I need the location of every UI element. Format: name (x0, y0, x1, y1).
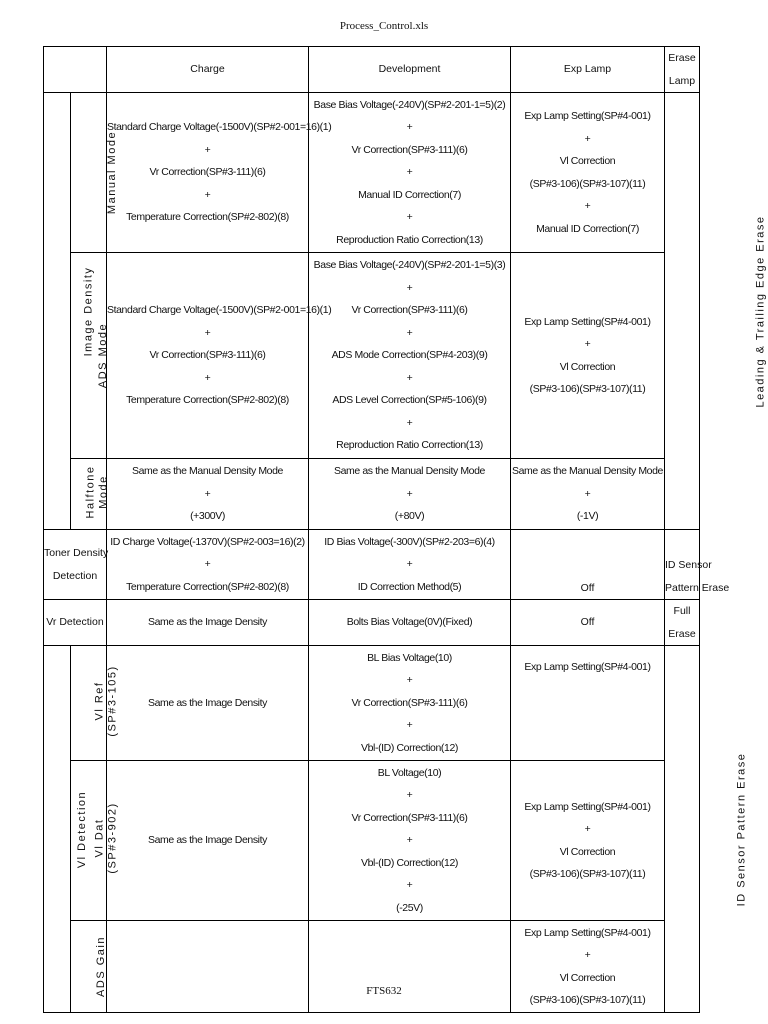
cell-line: Temperature Correction(SP#2-802)(8) (126, 394, 289, 407)
cell-line: Temperature Correction(SP#2-802)(8) (126, 211, 289, 224)
plus-sign: + (204, 487, 211, 500)
plus-sign: + (406, 834, 413, 847)
vr-erase-cell: Full Erase (665, 600, 700, 646)
ads-mode-row (44, 253, 700, 459)
toner-exp-cell: Off (511, 530, 665, 600)
cell-line: ADS Level Correction(SP#5-106)(9) (332, 394, 487, 407)
ads-gain-exp-cell (511, 921, 665, 1013)
vl-ref-development-cell (309, 646, 511, 761)
cell-line: (SP#3-106)(SP#3-107)(11) (529, 177, 646, 190)
vl-dat-development-cell (309, 761, 511, 921)
cell-line: Base Bias Voltage(-240V)(SP#2-201-1=5)(2) (313, 98, 506, 111)
manual-mode-label: Manual Mode (71, 93, 107, 253)
plus-sign: + (406, 121, 413, 134)
cell-line: Same as the Manual Density Mode (131, 465, 284, 478)
plus-sign: + (406, 211, 413, 224)
plus-sign: + (584, 338, 591, 350)
plus-sign: + (584, 949, 591, 961)
plus-sign: + (406, 166, 413, 179)
toner-density-row (44, 530, 700, 600)
plus-sign: + (406, 674, 413, 687)
toner-development-cell (309, 530, 511, 600)
halftone-mode-row (44, 459, 700, 530)
cell-line: Standard Charge Voltage(-1500V)(SP#2-001=16)(1) (107, 121, 332, 134)
plus-sign: + (204, 371, 211, 384)
plus-sign: + (584, 132, 591, 145)
manual-charge-cell (107, 93, 332, 253)
file-title: Process_Control.xls (339, 20, 429, 32)
vl-ref-exp-cell (511, 646, 665, 761)
cell-line: Vl Correction (559, 971, 616, 984)
plus-sign: + (406, 719, 413, 732)
cell-line: ID Correction Method(5) (357, 580, 462, 593)
cell-line: ID Bias Voltage(-300V)(SP#2-203=6)(4) (324, 535, 495, 548)
corner-cell (44, 47, 107, 93)
cell-line: Vbl-(ID) Correction(12) (361, 741, 458, 754)
cell-line: BL Voltage(10) (377, 766, 442, 779)
vl-dat-charge-cell: Same as the Image Density (107, 761, 309, 921)
cell-line: Reproduction Ratio Correction(13) (336, 439, 483, 452)
cell-line: Same as the Manual Density Mode (511, 465, 664, 478)
cell-line: ID Charge Voltage(-1370V)(SP#2-003=16)(2) (110, 535, 305, 548)
vr-charge-cell: Same as the Image Density (107, 600, 309, 646)
toner-charge-cell (107, 530, 309, 600)
plus-sign: + (584, 487, 591, 500)
vr-detection-row (44, 600, 700, 646)
manual-development-cell (309, 93, 511, 253)
cell-line: Reproduction Ratio Correction(13) (336, 233, 483, 246)
vl-ref-row (44, 646, 700, 761)
plus-sign: + (406, 371, 413, 384)
ads-mode-label: ADS Mode (71, 253, 107, 459)
plus-sign: + (204, 326, 211, 339)
cell-line: Base Bias Voltage(-240V)(SP#2-201-1=5)(3) (313, 259, 506, 272)
cell-line: Manual ID Correction(7) (536, 222, 639, 235)
cell-line: Exp Lamp Setting(SP#4-001) (524, 926, 651, 939)
cell-line: Vr Correction(SP#3-111)(6) (351, 304, 468, 317)
cell-line: Same as the Manual Density Mode (333, 465, 486, 478)
ads-charge-cell (107, 253, 332, 459)
cell-line: Exp Lamp Setting(SP#4-001) (524, 110, 651, 122)
plus-sign: + (406, 558, 413, 571)
ads-gain-label: ADS Gain (71, 921, 107, 1013)
cell-line: Exp Lamp Setting(SP#4-001) (524, 661, 651, 673)
col-header-exp-lamp: Exp Lamp (511, 47, 665, 93)
plus-sign: + (584, 823, 591, 835)
cell-line: Temperature Correction(SP#2-802)(8) (126, 580, 289, 593)
cell-line: Toner Density (44, 547, 109, 559)
vl-detection-label: Vl Detection (44, 646, 71, 1013)
vl-ref-label: Vl Ref (SP#3-105) (71, 646, 107, 761)
vl-dat-exp-cell (511, 761, 665, 921)
cell-line: Vl Correction (559, 845, 616, 858)
cell-line: Vl Correction (559, 360, 616, 373)
cell-line: (+300V) (190, 510, 225, 523)
ads-gain-row (44, 921, 700, 1013)
plus-sign: + (406, 487, 413, 500)
cell-line: Vbl-(ID) Correction(12) (361, 856, 458, 869)
process-control-table (43, 46, 767, 1013)
ads-development-cell (309, 253, 511, 459)
cell-line: ADS Mode Correction(SP#4-203)(9) (331, 349, 488, 362)
plus-sign: + (406, 281, 413, 294)
cell-line: ID Sensor (665, 559, 712, 571)
manual-exp-cell (511, 93, 665, 253)
cell-line: Vr Correction(SP#3-111)(6) (351, 696, 468, 709)
vr-exp-cell: Off (511, 600, 665, 646)
cell-line: Pattern Erase (665, 581, 730, 594)
cell-line: Exp Lamp Setting(SP#4-001) (524, 315, 651, 328)
toner-density-label (44, 530, 107, 600)
cell-line: (-25V) (396, 901, 423, 914)
halftone-exp-cell (511, 459, 665, 530)
cell-line: (SP#3-106)(SP#3-107)(11) (529, 994, 646, 1006)
cell-line: Vl Correction (559, 155, 616, 167)
cell-line: Standard Charge Voltage(-1500V)(SP#2-001=16)(1) (107, 304, 332, 317)
cell-line: (SP#3-106)(SP#3-107)(11) (529, 383, 646, 395)
col-header-erase-lamp: Erase Lamp (665, 47, 700, 93)
cell-line: Vr Correction(SP#3-111)(6) (351, 811, 468, 824)
plus-sign: + (406, 326, 413, 339)
plus-sign: + (406, 416, 413, 429)
header-row (44, 47, 700, 93)
plus-sign: + (584, 200, 591, 212)
image-density-erase: Leading & Trailing Edge Erase (665, 93, 700, 530)
vl-detection-erase: ID Sensor Pattern Erase (665, 646, 700, 1013)
cell-line: Exp Lamp Setting(SP#4-001) (524, 800, 651, 813)
cell-line: (-1V) (576, 510, 599, 523)
ads-exp-cell (511, 253, 665, 459)
cell-line: Vr Correction(SP#3-111)(6) (149, 349, 266, 362)
plus-sign: + (406, 879, 413, 892)
plus-sign: + (204, 558, 211, 571)
col-header-charge: Charge (107, 47, 309, 93)
halftone-development-cell (309, 459, 511, 530)
halftone-mode-label: Halftone Mode (71, 459, 107, 530)
vr-development-cell: Bolts Bias Voltage(0V)(Fixed) (309, 600, 511, 646)
ads-gain-development-cell (309, 921, 511, 1013)
manual-mode-row (44, 93, 700, 253)
toner-erase-cell (665, 530, 730, 600)
image-density-label: Image Density (44, 93, 71, 530)
plus-sign: + (204, 188, 211, 201)
vr-detection-label: Vr Detection (44, 600, 107, 646)
cell-line: Vr Correction(SP#3-111)(6) (351, 143, 468, 156)
halftone-charge-cell (107, 459, 309, 530)
col-header-development: Development (309, 47, 511, 93)
vl-ref-charge-cell: Same as the Image Density (107, 646, 309, 761)
ads-gain-charge-cell (107, 921, 309, 1013)
plus-sign: + (204, 143, 211, 156)
cell-line: Vr Correction(SP#3-111)(6) (149, 166, 266, 179)
cell-line: (+80V) (394, 510, 425, 523)
plus-sign: + (406, 789, 413, 802)
vl-dat-row (44, 761, 700, 921)
cell-line: Manual ID Correction(7) (358, 188, 461, 201)
cell-line: BL Bias Voltage(10) (367, 651, 452, 664)
page-footer: FTS632 (366, 985, 402, 997)
cell-line: (SP#3-106)(SP#3-107)(11) (529, 868, 646, 880)
cell-line: Detection (52, 569, 98, 582)
vl-dat-label: Vl Dat (SP#3-902) (71, 761, 107, 921)
